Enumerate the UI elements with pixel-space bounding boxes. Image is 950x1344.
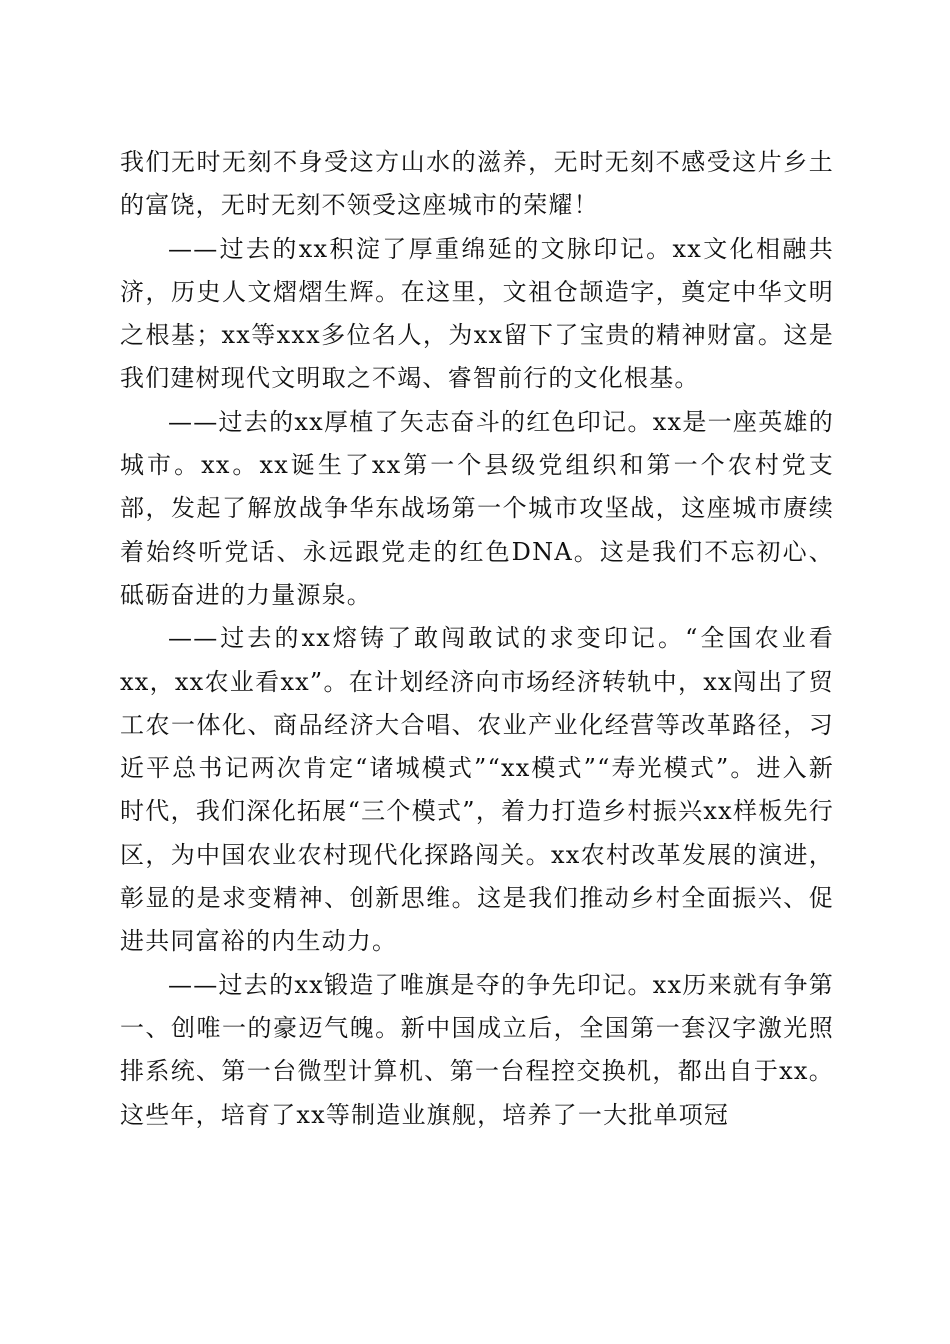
paragraph-3: ——过去的xx厚植了矢志奋斗的红色印记。xx是一座英雄的城市。xx。xx诞生了xx第一个县级党组织和第一个农村党支部，发起了解放战争华东战场第一个城市攻坚战，这座城市赓续着始终听党话、永远跟党走的红色DNA。这是我们不忘初心、砥砺奋进的力量源泉。 (120, 407, 834, 609)
paragraph-5: ——过去的xx锻造了唯旗是夺的争先印记。xx历来就有争第一、创唯一的豪迈气魄。新中国成立后，全国第一套汉字激光照排系统、第一台微型计算机、第一台程控交换机，都出自于xx。这些年，培育了xx等制造业旗舰，培养了一大批单项冠 (120, 970, 834, 1129)
paragraph-1: 我们无时无刻不身受这方山水的滋养，无时无刻不感受这片乡土的富饶，无时无刻不领受这座城市的荣耀！ (120, 148, 834, 220)
paragraph-4: ——过去的xx熔铸了敢闯敢试的求变印记。“全国农业看xx，xx农业看xx”。在计划经济向市场经济转轨中，xx闯出了贸工农一体化、商品经济大合唱、农业产业化经营等改革路径，习近平总书记两次肯定“诸城模式”“xx模式”“寿光模式”。进入新时代，我们深化拓展“三个模式”，着力打造乡村振兴xx样板先行区，为中国农业农村现代化探路闯关。xx农村改革发展的演进，彰显的是求变精神、创新思维。这是我们推动乡村全面振兴、促进共同富裕的内生动力。 (120, 624, 834, 956)
document-body (120, 141, 834, 1137)
paragraph-2: ——过去的xx积淀了厚重绵延的文脉印记。xx文化相融共济，历史人文熠熠生辉。在这里，文祖仓颉造字，奠定中华文明之根基；xx等xxx多位名人，为xx留下了宝贵的精神财富。这是我们建树现代文明取之不竭、睿智前行的文化根基。 (120, 234, 834, 393)
